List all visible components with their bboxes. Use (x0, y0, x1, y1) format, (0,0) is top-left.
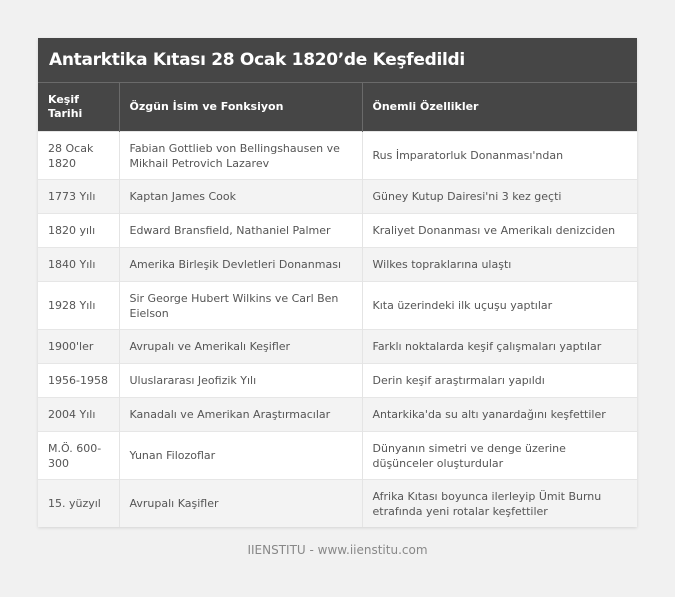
table-row (38, 248, 637, 282)
cell-features: Güney Kutup Dairesi'ni 3 kez geçti (362, 180, 637, 214)
cell-features: Rus İmparatorluk Donanması'ndan (362, 132, 637, 180)
cell-name: Uluslararası Jeofizik Yılı (119, 364, 362, 398)
header-features: Önemli Özellikler (362, 83, 637, 132)
table-container (38, 38, 637, 527)
cell-features: Kraliyet Donanması ve Amerikalı denizciden (362, 214, 637, 248)
cell-name: Kaptan James Cook (119, 180, 362, 214)
footer-credit: IIENSTITU - www.iienstitu.com (247, 543, 428, 557)
header-row (38, 83, 637, 132)
cell-date: M.Ö. 600-300 (38, 432, 119, 480)
cell-date: 1928 Yılı (38, 282, 119, 330)
cell-date: 15. yüzyıl (38, 480, 119, 528)
cell-name: Yunan Filozoflar (119, 432, 362, 480)
cell-date: 1820 yılı (38, 214, 119, 248)
cell-date: 1840 Yılı (38, 248, 119, 282)
table-row (38, 480, 637, 528)
cell-name: Avrupalı Kaşifler (119, 480, 362, 528)
cell-date: 2004 Yılı (38, 398, 119, 432)
cell-features: Dünyanın simetri ve denge üzerine düşünceler oluşturdular (362, 432, 637, 480)
table-row (38, 330, 637, 364)
header-date: Keşif Tarihi (38, 83, 119, 132)
table-row (38, 364, 637, 398)
cell-name: Avrupalı ve Amerikalı Keşifler (119, 330, 362, 364)
header-name: Özgün İsim ve Fonksiyon (119, 83, 362, 132)
table-title: Antarktika Kıtası 28 Ocak 1820’de Keşfedildi (38, 38, 637, 83)
table-row (38, 282, 637, 330)
discovery-table (38, 83, 637, 527)
table-row (38, 398, 637, 432)
cell-name: Sir George Hubert Wilkins ve Carl Ben Eielson (119, 282, 362, 330)
table-row (38, 132, 637, 180)
table-row (38, 432, 637, 480)
cell-name: Edward Bransfield, Nathaniel Palmer (119, 214, 362, 248)
cell-features: Derin keşif araştırmaları yapıldı (362, 364, 637, 398)
cell-date: 1956-1958 (38, 364, 119, 398)
table-row (38, 180, 637, 214)
cell-date: 1773 Yılı (38, 180, 119, 214)
cell-features: Farklı noktalarda keşif çalışmaları yaptılar (362, 330, 637, 364)
cell-features: Wilkes topraklarına ulaştı (362, 248, 637, 282)
cell-features: Kıta üzerindeki ilk uçuşu yaptılar (362, 282, 637, 330)
cell-date: 28 Ocak 1820 (38, 132, 119, 180)
cell-name: Fabian Gottlieb von Bellingshausen ve Mikhail Petrovich Lazarev (119, 132, 362, 180)
cell-name: Kanadalı ve Amerikan Araştırmacılar (119, 398, 362, 432)
cell-features: Afrika Kıtası boyunca ilerleyip Ümit Burnu etrafında yeni rotalar keşfettiler (362, 480, 637, 528)
cell-features: Antarkika'da su altı yanardağını keşfettiler (362, 398, 637, 432)
table-row (38, 214, 637, 248)
cell-name: Amerika Birleşik Devletleri Donanması (119, 248, 362, 282)
cell-date: 1900'ler (38, 330, 119, 364)
